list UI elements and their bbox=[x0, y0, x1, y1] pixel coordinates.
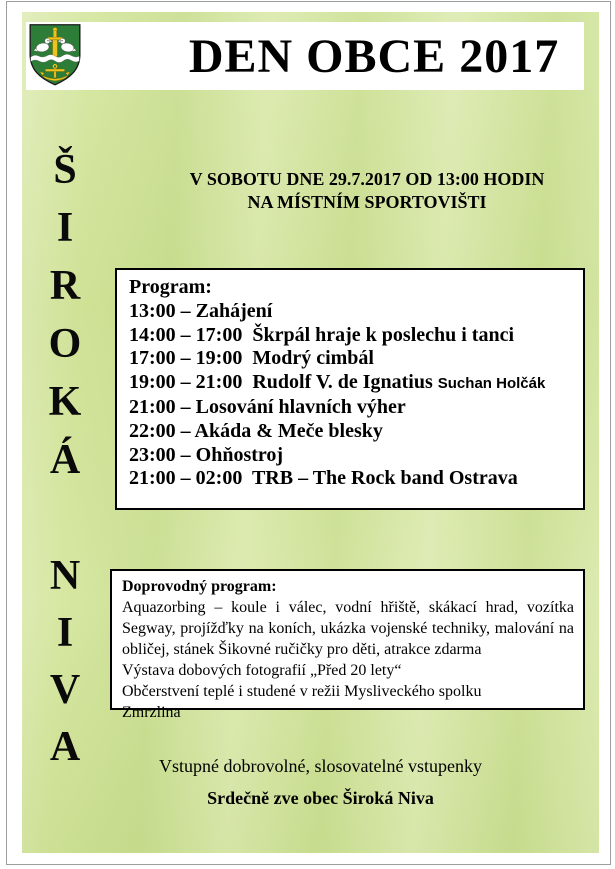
program-item bbox=[129, 420, 583, 444]
vertical-letter: K bbox=[48, 379, 82, 425]
program-item-text: 19:00 – 21:00 Rudolf V. de Ignatius bbox=[129, 371, 433, 394]
admission-note: Vstupné dobrovolné, slosovatelné vstupenky bbox=[159, 756, 482, 776]
vertical-letter: I bbox=[56, 610, 74, 656]
program-item bbox=[129, 324, 583, 348]
program-item-text: 13:00 – Zahájení bbox=[129, 299, 273, 322]
program-item-text: 14:00 – 17:00 Škrpál hraje k poslechu i tanci bbox=[129, 323, 515, 346]
side-program-heading: Doprovodný program: bbox=[122, 578, 277, 595]
vertical-word-niva bbox=[35, 548, 95, 776]
program-item bbox=[129, 300, 583, 324]
vertical-letter: O bbox=[48, 321, 82, 367]
vertical-letter: Š bbox=[53, 147, 77, 193]
program-item-text: 17:00 – 19:00 Modrý cimbál bbox=[129, 347, 374, 370]
program-box bbox=[115, 268, 585, 510]
poster-background bbox=[22, 12, 599, 853]
coat-of-arms-icon bbox=[28, 23, 82, 87]
side-program-line: Zmrzlina bbox=[122, 704, 181, 721]
vertical-letter: Á bbox=[49, 437, 81, 483]
program-item bbox=[129, 467, 583, 491]
vertical-letter: V bbox=[49, 667, 81, 713]
program-item-text: 21:00 – Losování hlavních výher bbox=[129, 395, 406, 418]
program-item-text: 23:00 – Ohňostroj bbox=[129, 443, 284, 466]
side-program-paragraph: Aquazorbing – koule i válec, vodní hřiště, skákací hrad, vozítka Segway, projížďky na koních, ukázka vojenské techniky, malování na obličej, stánek Šikovné ručičky pro děti, atrakce zdarma bbox=[122, 599, 574, 658]
vertical-letter: R bbox=[49, 263, 81, 309]
vertical-letter: I bbox=[56, 205, 74, 251]
header-band bbox=[26, 22, 584, 90]
vertical-letter: N bbox=[49, 553, 81, 599]
program-item bbox=[129, 396, 583, 420]
page-title: DEN OBCE 2017 bbox=[188, 30, 560, 83]
program-item bbox=[129, 371, 583, 396]
program-heading: Program: bbox=[129, 276, 212, 298]
program-item-text: 22:00 – Akáda & Meče blesky bbox=[129, 419, 383, 442]
subtitle-line-1: V SOBOTU DNE 29.7.2017 OD 13:00 HODIN bbox=[189, 169, 545, 189]
side-program-line: Občerstvení teplé i studené v režii Mysliveckého spolku bbox=[122, 683, 482, 700]
program-item-text-sans: Suchan Holčák bbox=[437, 375, 546, 393]
program-item bbox=[129, 444, 583, 468]
event-date-subtitle bbox=[107, 168, 615, 214]
program-item bbox=[129, 347, 583, 371]
vertical-letter: A bbox=[49, 724, 81, 770]
subtitle-line-2: NA MÍSTNÍM SPORTOVIŠTI bbox=[247, 192, 487, 212]
invitation-note: Srdečně zve obec Široká Niva bbox=[207, 788, 434, 808]
side-program-line: Výstava dobových fotografií „Před 20 lety“ bbox=[122, 662, 402, 679]
vertical-word-siroka bbox=[35, 141, 95, 489]
side-program-box bbox=[110, 569, 585, 721]
program-item-text: 21:00 – 02:00 TRB – The Rock band Ostrava bbox=[129, 467, 518, 490]
